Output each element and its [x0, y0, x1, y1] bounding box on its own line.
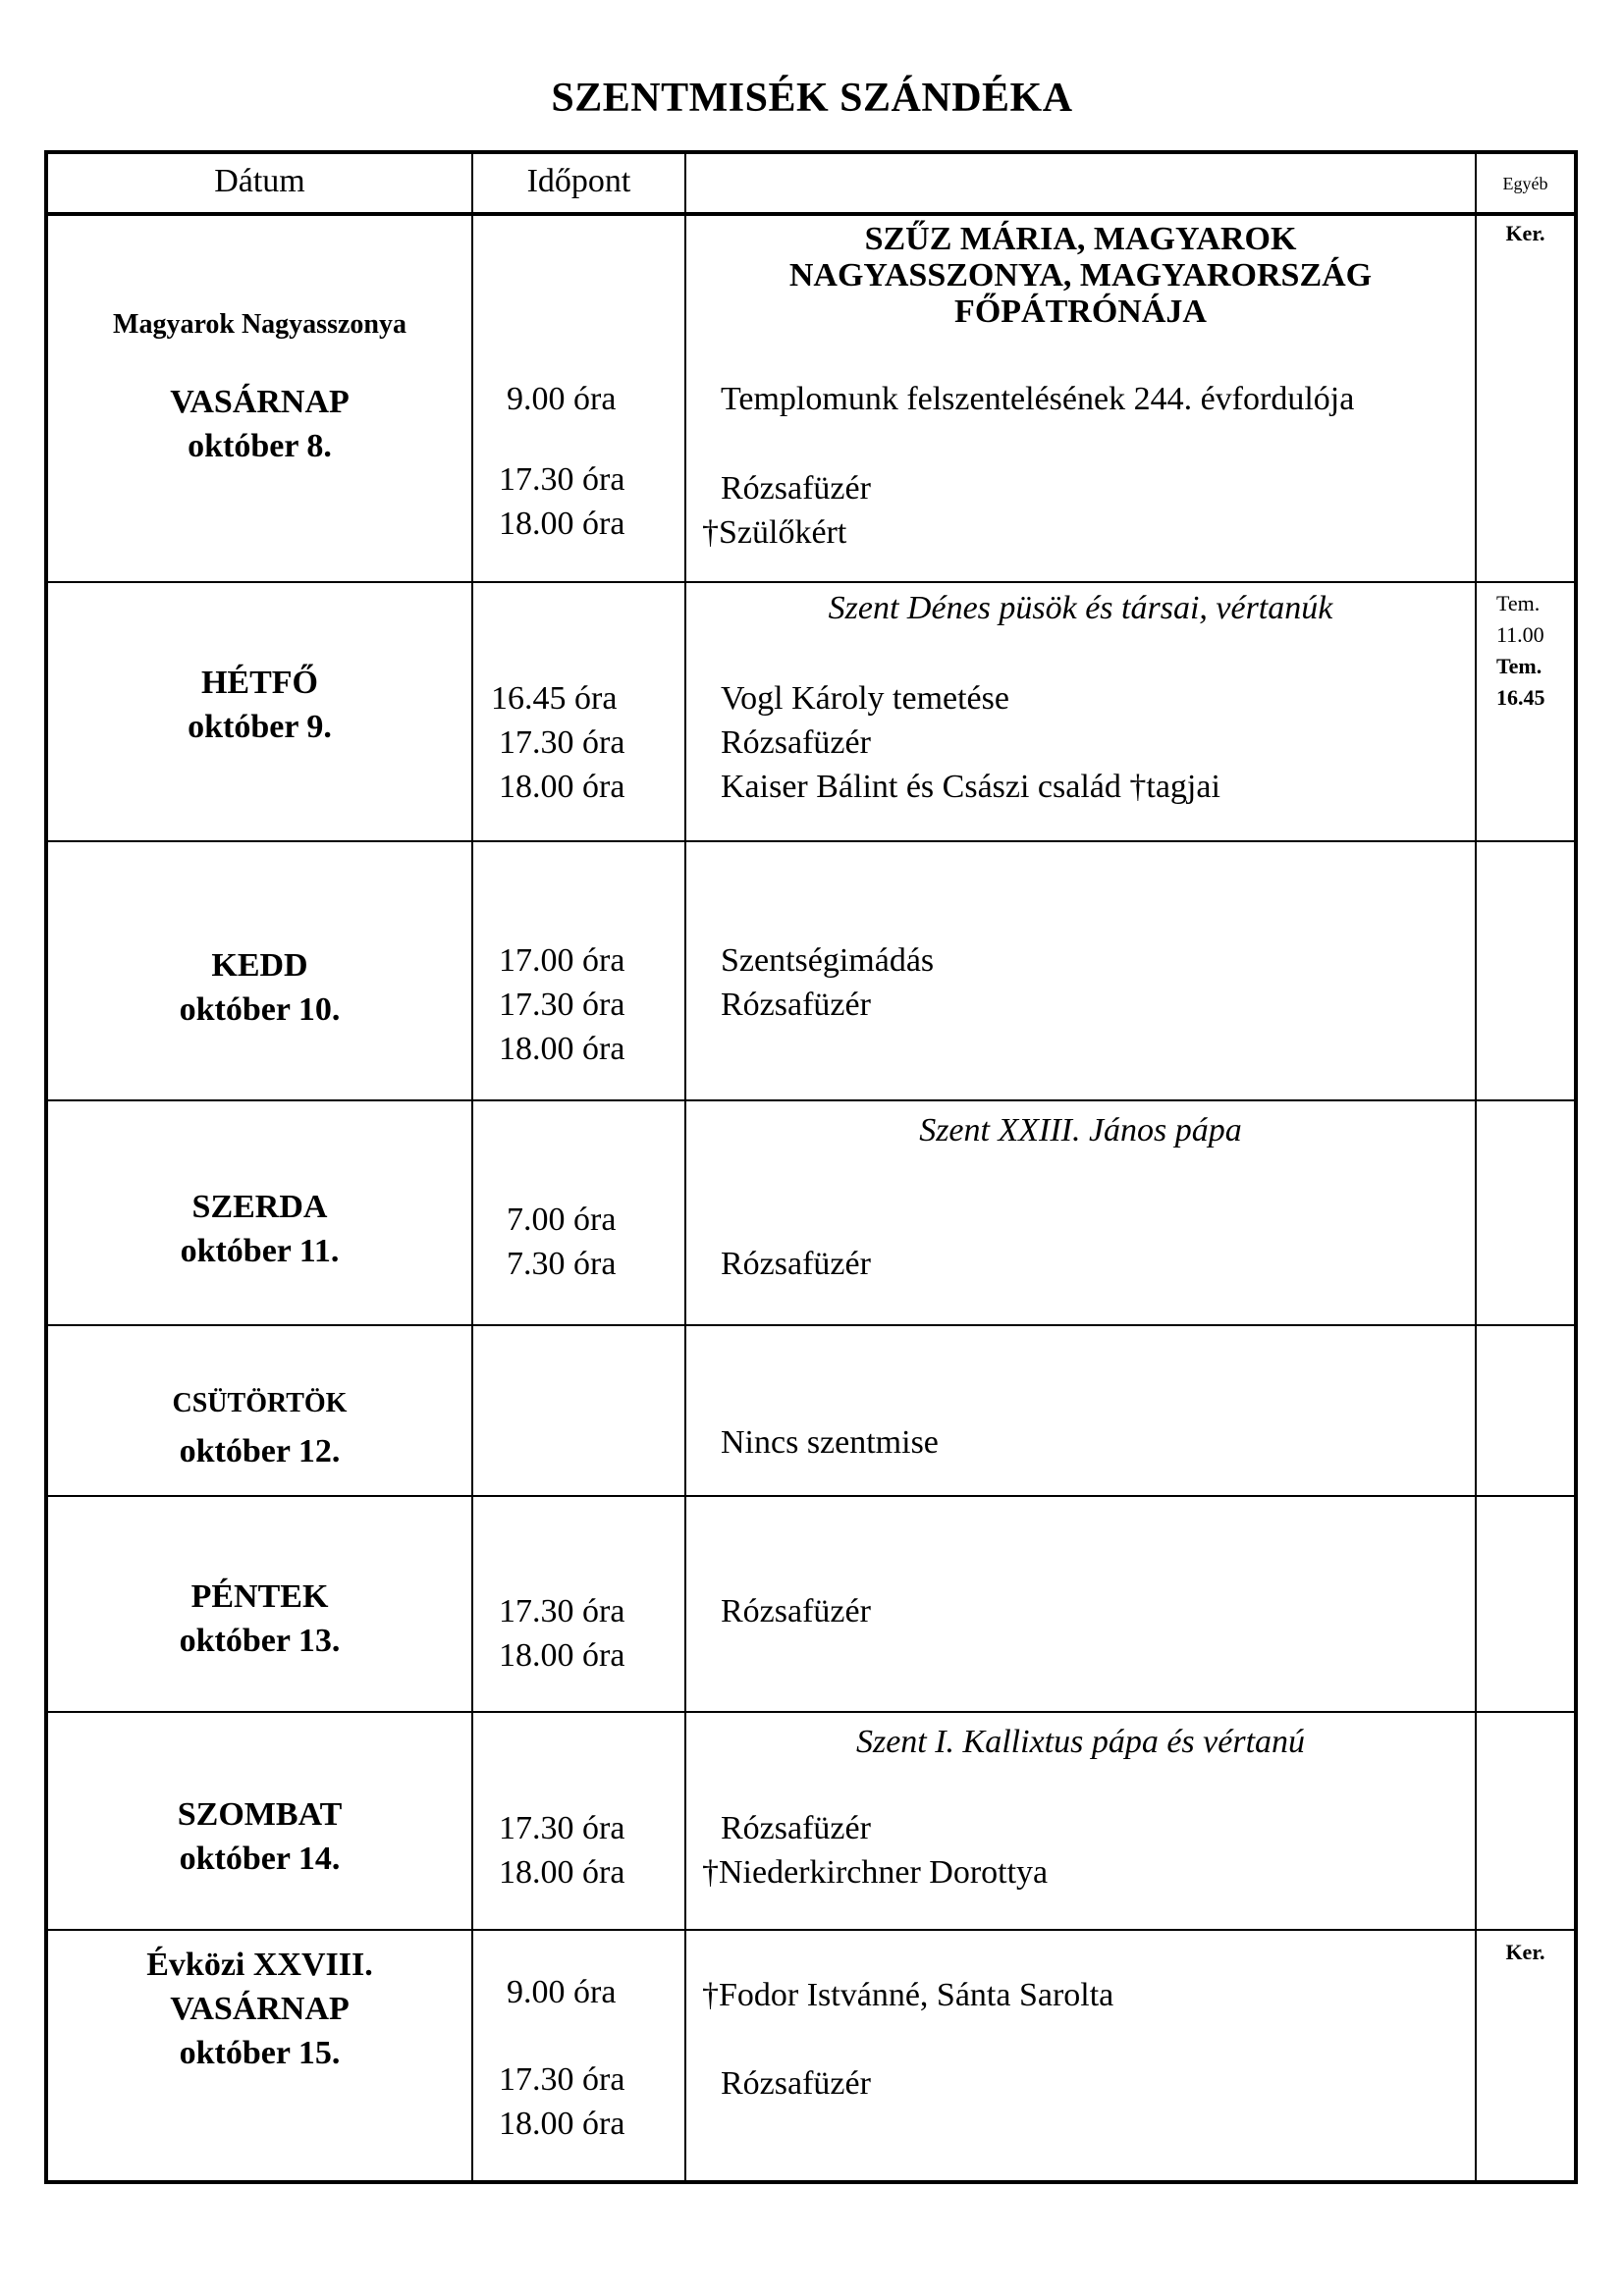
mass-time: 9.00 óra: [507, 381, 617, 417]
other-note: Tem.: [1496, 591, 1541, 615]
day-date: október 8.: [188, 428, 332, 464]
memorial-title: Szent XXIII. János pápa: [919, 1112, 1242, 1148]
intention-text: †Fodor Istvánné, Sánta Sarolta: [702, 1977, 1114, 2013]
mass-time: 7.30 óra: [507, 1246, 617, 1282]
other-note: Ker.: [1505, 1940, 1545, 1964]
memorial-title: Szent I. Kallixtus pápa és vértanú: [855, 1724, 1306, 1760]
column-divider: [471, 152, 473, 2182]
day-name: VASÁRNAP: [170, 1991, 350, 2027]
intention-text: Rózsafüzér: [721, 2065, 871, 2102]
mass-time: 17.00 óra: [499, 942, 625, 979]
other-note: Ker.: [1505, 221, 1545, 245]
intention-text: Rózsafüzér: [721, 1593, 871, 1629]
header-date: Dátum: [214, 163, 305, 199]
header-divider: [44, 212, 1578, 216]
other-note: 11.00: [1496, 622, 1544, 647]
row-divider: [44, 1495, 1578, 1497]
page-title: SZENTMISÉK SZÁNDÉKA: [551, 76, 1073, 121]
intention-text: Rózsafüzér: [721, 1246, 871, 1282]
day-date: október 11.: [180, 1233, 340, 1269]
day-date: október 10.: [179, 991, 341, 1028]
mass-time: 17.30 óra: [499, 461, 625, 498]
mass-time: 17.30 óra: [499, 1810, 625, 1846]
row-divider: [44, 1929, 1578, 1931]
other-note: 16.45: [1496, 685, 1545, 710]
day-name: PÉNTEK: [190, 1578, 329, 1615]
memorial-title: Szent Dénes püsök és társai, vértanúk: [828, 590, 1333, 626]
mass-time: 9.00 óra: [507, 1974, 617, 2010]
mass-time: 18.00 óra: [499, 506, 625, 542]
day-date: október 14.: [179, 1841, 341, 1877]
day-date: október 12.: [179, 1433, 341, 1469]
intention-text: Nincs szentmise: [721, 1424, 939, 1461]
mass-time: 17.30 óra: [499, 2061, 625, 2098]
feast-label: Magyarok Nagyasszonya: [113, 309, 406, 340]
intention-text: †Niederkirchner Dorottya: [702, 1854, 1049, 1891]
feast-title: SZŰZ MÁRIA, MAGYAROK: [864, 221, 1297, 257]
other-note: Tem.: [1496, 654, 1543, 678]
day-name: CSÜTÖRTÖK: [172, 1388, 348, 1418]
day-name: HÉTFŐ: [200, 665, 319, 701]
intention-text: †Szülőkért: [702, 514, 847, 551]
row-divider: [44, 581, 1578, 583]
day-name: SZERDA: [191, 1189, 328, 1225]
row-divider: [44, 840, 1578, 842]
row-divider: [44, 1711, 1578, 1713]
mass-time: 17.30 óra: [499, 724, 625, 761]
mass-time: 18.00 óra: [499, 1854, 625, 1891]
mass-time: 18.00 óra: [499, 2106, 625, 2142]
day-name: Évközi XXVIII.: [146, 1947, 373, 1983]
column-divider: [684, 152, 686, 2182]
intention-text: Rózsafüzér: [721, 470, 871, 507]
column-divider: [1475, 152, 1477, 2182]
row-divider: [44, 1324, 1578, 1326]
intention-text: Vogl Károly temetése: [721, 680, 1009, 717]
mass-time: 17.30 óra: [499, 987, 625, 1023]
intention-text: Szentségimádás: [721, 942, 935, 979]
day-date: október 15.: [179, 2035, 341, 2071]
intention-text: Templomunk felszentelésének 244. évfordulója: [721, 381, 1355, 417]
day-date: október 13.: [179, 1623, 341, 1659]
day-name: VASÁRNAP: [170, 384, 350, 420]
intention-text: Rózsafüzér: [721, 724, 871, 761]
mass-time: 18.00 óra: [499, 1637, 625, 1674]
header-other: Egyéb: [1502, 174, 1548, 193]
day-name: KEDD: [211, 947, 308, 984]
header-time: Időpont: [526, 163, 631, 199]
mass-time: 7.00 óra: [507, 1201, 617, 1238]
mass-time: 16.45 óra: [491, 680, 618, 717]
mass-time: 18.00 óra: [499, 769, 625, 805]
intention-text: Rózsafüzér: [721, 987, 871, 1023]
intention-text: Kaiser Bálint és Császi család †tagjai: [721, 769, 1220, 805]
day-date: október 9.: [188, 709, 332, 745]
feast-title: FŐPÁTRÓNÁJA: [954, 294, 1207, 330]
mass-time: 17.30 óra: [499, 1593, 625, 1629]
intention-text: Rózsafüzér: [721, 1810, 871, 1846]
day-name: SZOMBAT: [177, 1796, 343, 1833]
row-divider: [44, 1099, 1578, 1101]
feast-title: NAGYASSZONYA, MAGYARORSZÁG: [788, 257, 1373, 294]
mass-time: 18.00 óra: [499, 1031, 625, 1067]
